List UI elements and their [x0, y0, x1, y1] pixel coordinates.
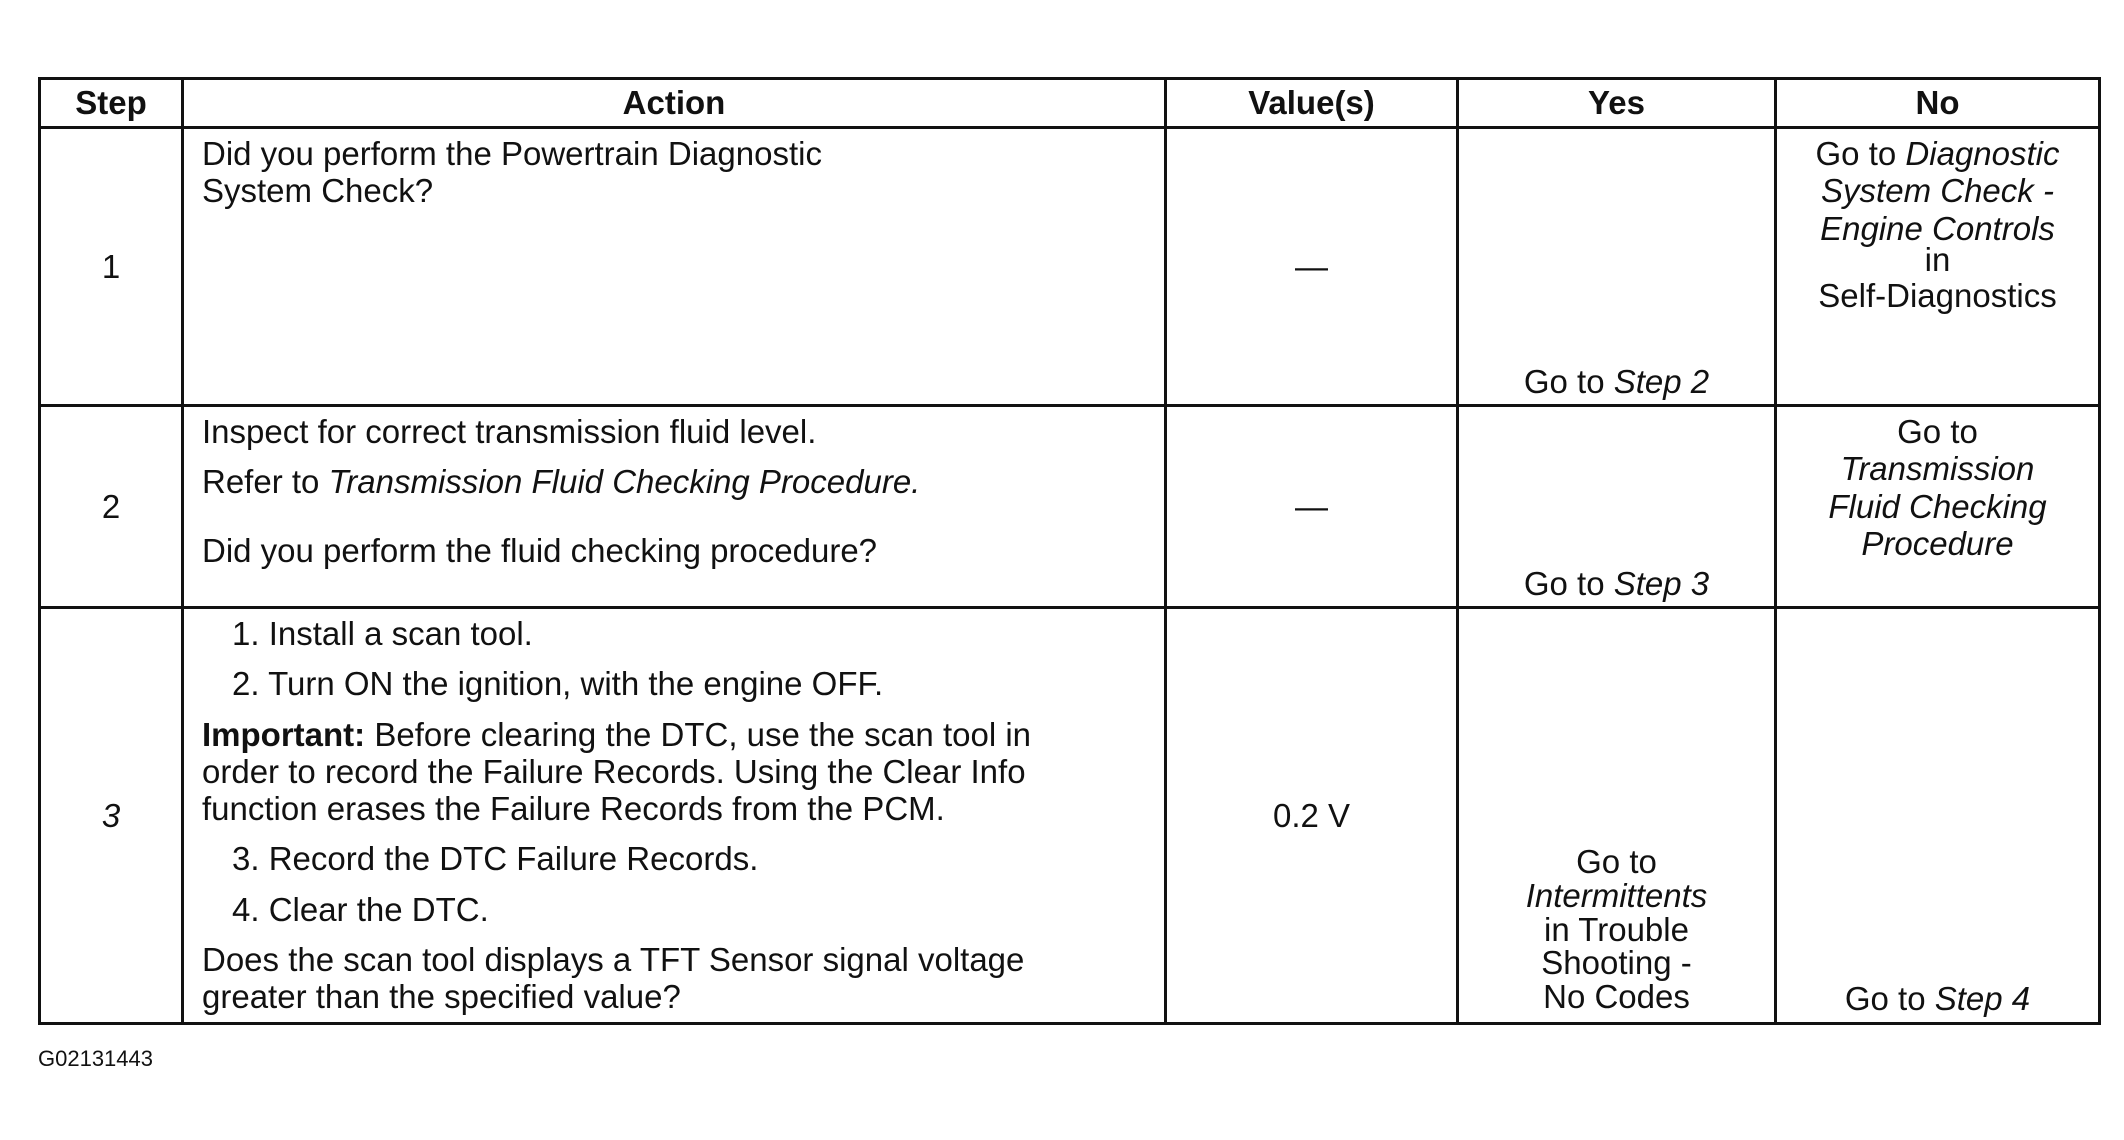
goto-target: Engine Controls — [1820, 209, 2055, 247]
yes-cell — [1458, 608, 1776, 1024]
no-goto — [1777, 129, 2098, 315]
important-text: order to record the Failure Records. Using the Clear Info — [202, 752, 1026, 790]
no-cell — [1776, 608, 2100, 1024]
goto-location: Shooting - — [1541, 944, 1692, 982]
action-list-item: 1. Install a scan tool. — [232, 615, 533, 652]
action-cell — [183, 406, 1166, 608]
goto-in: in — [1924, 240, 1951, 278]
table-row — [40, 608, 2100, 1024]
table-row — [40, 128, 2100, 406]
goto-prefix: Go to — [1523, 564, 1614, 602]
value-cell — [1166, 128, 1458, 406]
table-header-row — [40, 79, 2100, 128]
yes-goto — [1459, 845, 1774, 1013]
action-text: Did you perform the Powertrain Diagnostic — [202, 135, 822, 172]
goto-location: No Codes — [1543, 977, 1690, 1015]
table-row — [40, 406, 2100, 608]
goto-target: System Check - — [1821, 172, 2054, 210]
goto-prefix: Go to — [1844, 980, 1935, 1018]
refer-target: Transmission Fluid Checking Procedure. — [328, 463, 921, 501]
action-list-item: 4. Clear the DTC. — [232, 890, 489, 928]
no-cell — [1776, 406, 2100, 608]
header-values: Value(s) — [1166, 79, 1458, 128]
header-no: No — [1776, 79, 2100, 128]
important-text: Before clearing the DTC, use the scan tool in — [365, 715, 1032, 753]
goto-target: Procedure — [1861, 524, 2014, 562]
goto-target: Transmission — [1840, 450, 2035, 488]
header-action: Action — [183, 79, 1166, 128]
action-text: System Check? — [202, 172, 434, 210]
action-text: Inspect for correct transmission fluid level. — [202, 413, 817, 450]
no-cell — [1776, 128, 2100, 406]
goto-prefix: Go to — [1815, 135, 1906, 172]
important-text: function erases the Failure Records from the PCM. — [202, 790, 945, 828]
action-question: greater than the specified value? — [202, 978, 681, 1016]
step-number: 3 — [40, 608, 183, 1024]
yes-goto — [1459, 363, 1774, 400]
goto-prefix: Go to — [1576, 843, 1657, 881]
value-dash: — — [1295, 247, 1328, 285]
value-dash: — — [1295, 487, 1328, 525]
value-cell — [1166, 608, 1458, 1024]
goto-prefix: Go to — [1523, 362, 1614, 400]
value-cell — [1166, 406, 1458, 608]
action-question: Does the scan tool displays a TFT Sensor signal voltage — [202, 940, 1025, 978]
yes-cell — [1458, 128, 1776, 406]
goto-location: in Trouble — [1544, 910, 1689, 948]
action-refer — [202, 463, 1146, 500]
no-goto — [1777, 407, 2098, 562]
action-cell — [183, 608, 1166, 1024]
diagnostic-table — [38, 77, 2101, 1025]
goto-step-link: Step 4 — [1934, 980, 2031, 1018]
goto-prefix: Go to — [1897, 413, 1978, 450]
header-yes: Yes — [1458, 79, 1776, 128]
action-list-item: 3. Record the DTC Failure Records. — [232, 840, 759, 878]
goto-step-link: Step 2 — [1613, 362, 1710, 400]
action-question: Did you perform the fluid checking procedure? — [202, 531, 878, 569]
action-list-item: 2. Turn ON the ignition, with the engine OFF. — [232, 665, 884, 703]
value-voltage: 0.2 V — [1272, 796, 1351, 834]
header-step: Step — [40, 79, 183, 128]
step-number: 2 — [40, 406, 183, 608]
goto-target: Fluid Checking — [1828, 487, 2047, 525]
refer-prefix: Refer to — [202, 463, 329, 501]
goto-location: Self-Diagnostics — [1818, 277, 2057, 315]
yes-goto — [1459, 565, 1774, 602]
yes-cell — [1458, 406, 1776, 608]
goto-target: Intermittents — [1525, 876, 1708, 914]
action-cell — [183, 128, 1166, 406]
important-note — [202, 716, 1146, 753]
step-number: 1 — [40, 128, 183, 406]
goto-step-link: Step 3 — [1613, 564, 1710, 602]
important-label: Important: — [202, 715, 366, 753]
goto-target: Diagnostic — [1905, 135, 2060, 172]
figure-id: G02131443 — [38, 1046, 153, 1071]
no-goto — [1777, 980, 2098, 1017]
